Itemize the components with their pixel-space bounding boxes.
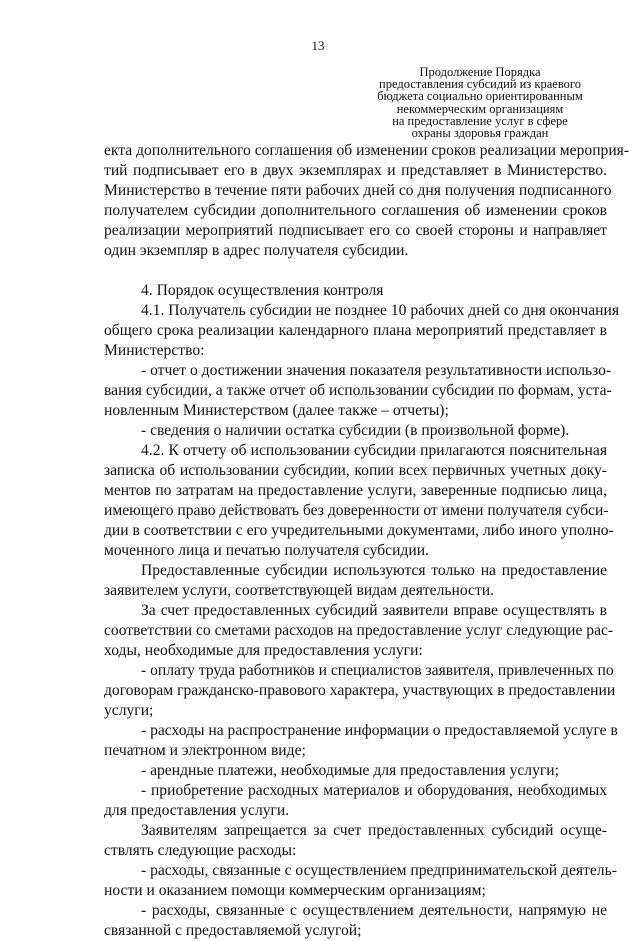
- text-line: общего срока реализации календарного плана мероприятий представляет в: [104, 322, 607, 339]
- text-line: Заявителям запрещается за счет предоставленных субсидий осуще-: [141, 822, 607, 839]
- text-line: дии в соответствии с его учредительными документами, либо иного уполно-: [104, 522, 614, 539]
- text-line: один экземпляр в адрес получателя субсидии.: [104, 242, 409, 259]
- text-line: Министерство:: [104, 342, 205, 359]
- text-line: ствлять следующие расходы:: [104, 842, 297, 859]
- text-line: - приобретение расходных материалов и оборудования, необходимых: [141, 782, 607, 799]
- text-line: - сведения о наличии остатка субсидии (в произвольной форме).: [141, 422, 570, 439]
- document-body: [104, 141, 630, 941]
- header-line: Продолжение Порядка: [419, 65, 541, 79]
- text-line: 4.2. К отчету об использовании субсидии прилагаются пояснительная: [141, 442, 607, 459]
- text-line: договорам гражданско-правового характера, участвующих в предоставлении: [104, 682, 616, 699]
- text-line: - отчет о достижении значения показателя результативности использо-: [141, 362, 612, 379]
- text-line: печатном и электронном виде;: [104, 742, 306, 759]
- text-line: ментов по затратам на предоставление услуги, заверенные подписью лица,: [104, 482, 607, 499]
- text-line: записка об использовании субсидии, копии всех первичных учетных доку-: [104, 462, 607, 479]
- text-line: - расходы на распространение информации о предоставляемой услуге в: [141, 722, 618, 739]
- header-line: бюджета социально ориентированным: [377, 89, 583, 104]
- text-line: Предоставленные субсидии используются только на предоставление: [141, 562, 607, 579]
- text-line: - расходы, связанные с осуществлением деятельности, напрямую не: [141, 902, 607, 919]
- text-line: - оплату труда работников и специалистов заявителя, привлеченных по: [141, 662, 614, 679]
- text-line: - арендные платежи, необходимые для предоставления услуги;: [141, 762, 559, 779]
- text-line: ности и оказанием помощи коммерческим организациям;: [104, 882, 486, 899]
- text-line: новленным Министерством (далее также – отчеты);: [104, 402, 449, 419]
- text-line: связанной с предоставляемой услугой;: [104, 922, 362, 939]
- page-number: 13: [311, 38, 325, 53]
- text-line: ходы, необходимые для предоставления услуги:: [104, 642, 423, 659]
- text-line: услуги;: [104, 702, 154, 719]
- section-heading: 4. Порядок осуществления контроля: [141, 282, 384, 299]
- text-line: получателем субсидии дополнительного соглашения об изменении сроков: [104, 202, 607, 219]
- text-line: 4.1. Получатель субсидии не позднее 10 рабочих дней со дня окончания: [141, 302, 620, 319]
- text-line: соответствии со сметами расходов на предоставление услуг следующие рас-: [104, 622, 614, 639]
- text-line: для предоставления услуги.: [104, 802, 290, 819]
- text-line: екта дополнительного соглашения об изменении сроков реализации мероприя-: [104, 142, 630, 159]
- header-line: на предоставление услуг в сфере: [392, 113, 568, 128]
- document-header: [355, 66, 605, 139]
- text-line: За счет предоставленных субсидий заявители вправе осуществлять в: [141, 602, 607, 619]
- header-line: предоставления субсидий из краевого: [379, 77, 581, 92]
- text-line: Министерство в течение пяти рабочих дней со дня получения подписанного: [104, 182, 612, 199]
- paragraph-gap: [104, 261, 607, 281]
- text-line: имеющего право действовать без доверенности от имени получателя субси-: [104, 502, 609, 519]
- header-line: некоммерческим организациям: [396, 101, 564, 116]
- text-line: вания субсидии, а также отчет об использовании субсидии по формам, уста-: [104, 382, 612, 399]
- text-line: тий подписывает его в двух экземплярах и представляет в Министерство.: [104, 162, 607, 179]
- header-line: охраны здоровья граждан: [411, 126, 549, 141]
- text-line: моченного лица и печатью получателя субсидии.: [104, 542, 429, 559]
- text-line: заявителем услуги, соответствующей видам деятельности.: [104, 582, 495, 599]
- text-line: - расходы, связанные с осуществлением предпринимательской деятель-: [141, 862, 617, 879]
- text-line: реализации мероприятий подписывает его со своей стороны и направляет: [104, 222, 607, 239]
